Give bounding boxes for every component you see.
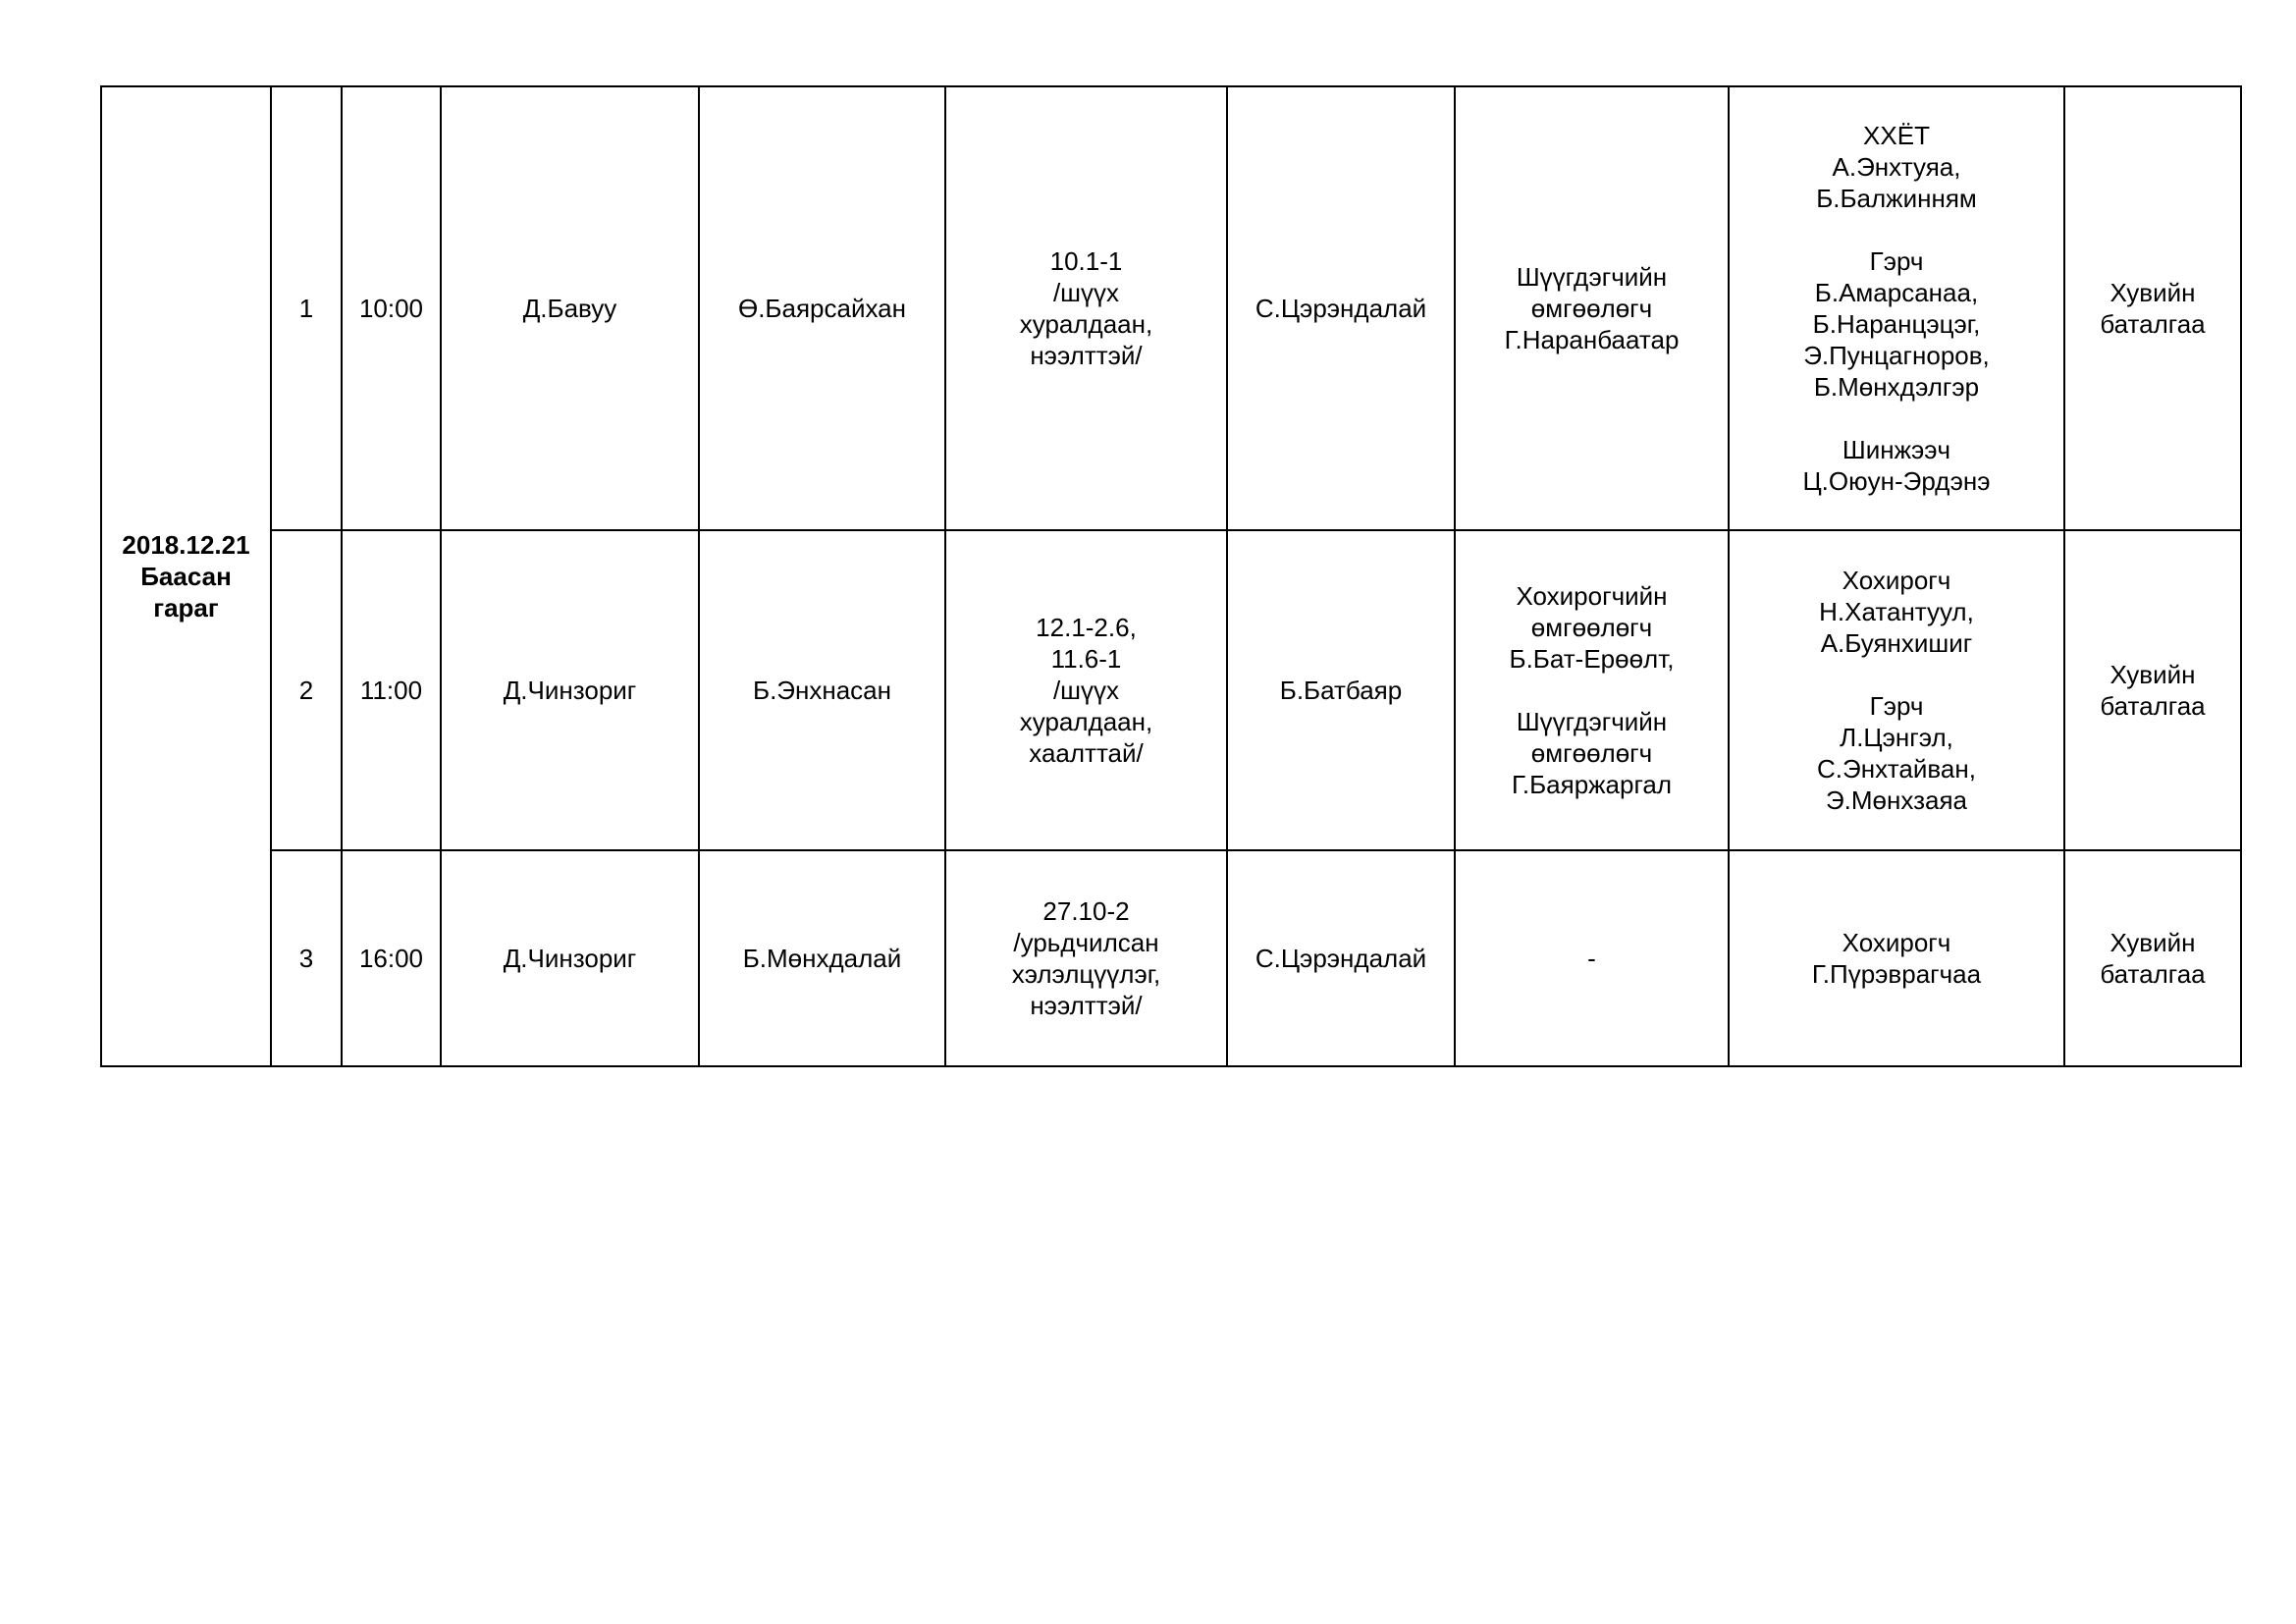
secretary-cell: Б.Батбаяр [1227, 530, 1455, 850]
judge-cell: Д.Бавуу [441, 86, 699, 530]
judge-cell: Д.Чинзориг [441, 530, 699, 850]
defense-cell: - [1455, 850, 1729, 1066]
date-cell: 2018.12.21 Баасан гараг [101, 86, 271, 1066]
prosecutor-cell: Б.Мөнхдалай [699, 850, 945, 1066]
defense-cell: Хохирогчийн өмгөөлөгч Б.Бат-Ерөөлт, Шүүгдэгчийн өмгөөлөгч Г.Баяржаргал [1455, 530, 1729, 850]
measure-cell: Хувийн баталгаа [2064, 850, 2241, 1066]
table-row [101, 530, 2241, 850]
prosecutor-cell: Б.Энхнасан [699, 530, 945, 850]
participants-cell: Хохирогч Н.Хатантуул, А.Буянхишиг Гэрч Л.Цэнгэл, С.Энхтайван, Э.Мөнхзаяа [1729, 530, 2064, 850]
time-cell: 16:00 [342, 850, 441, 1066]
article-cell: 27.10-2 /урьдчилсан хэлэлцүүлэг, нээлттэй/ [945, 850, 1227, 1066]
measure-cell: Хувийн баталгаа [2064, 86, 2241, 530]
prosecutor-cell: Ө.Баярсайхан [699, 86, 945, 530]
participants-cell: ХХЁТ А.Энхтуяа, Б.Балжинням Гэрч Б.Амарсанаа, Б.Наранцэцэг, Э.Пунцагноров, Б.Мөнхдэлгэр Шинжээч Ц.Оюун-Эрдэнэ [1729, 86, 2064, 530]
court-schedule-table [100, 85, 2242, 1067]
secretary-cell: С.Цэрэндалай [1227, 86, 1455, 530]
time-cell: 10:00 [342, 86, 441, 530]
row-number-cell: 1 [271, 86, 342, 530]
blank-page-area [0, 1080, 2296, 1624]
article-cell: 10.1-1 /шүүх хуралдаан, нээлттэй/ [945, 86, 1227, 530]
defense-cell: Шүүгдэгчийн өмгөөлөгч Г.Наранбаатар [1455, 86, 1729, 530]
participants-cell: Хохирогч Г.Пүрэврагчаа [1729, 850, 2064, 1066]
table-row [101, 86, 2241, 530]
judge-cell: Д.Чинзориг [441, 850, 699, 1066]
article-cell: 12.1-2.6, 11.6-1 /шүүх хуралдаан, хаалттай/ [945, 530, 1227, 850]
row-number-cell: 2 [271, 530, 342, 850]
measure-cell: Хувийн баталгаа [2064, 530, 2241, 850]
secretary-cell: С.Цэрэндалай [1227, 850, 1455, 1066]
table-row [101, 850, 2241, 1066]
time-cell: 11:00 [342, 530, 441, 850]
row-number-cell: 3 [271, 850, 342, 1066]
